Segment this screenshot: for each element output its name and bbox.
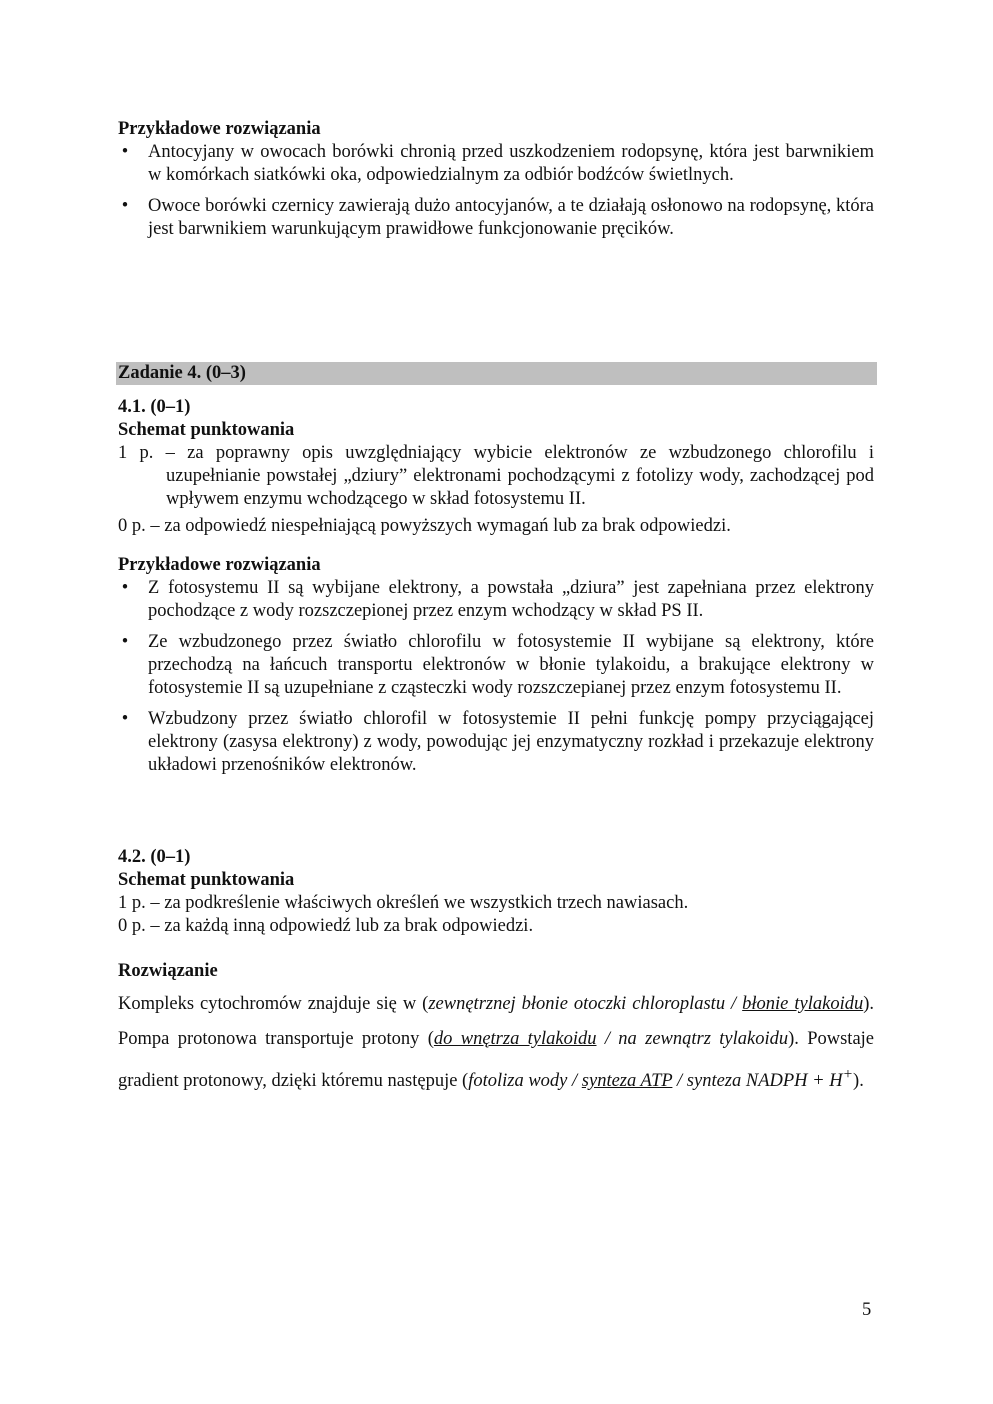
bullet-list (118, 577, 874, 777)
task-title: Zadanie 4. (0–3) (118, 363, 246, 383)
subtask-title: 4.1. (0–1) (118, 397, 191, 417)
option-text: synteza NADPH + H+ (686, 1066, 854, 1092)
section-examples-1 (118, 118, 874, 249)
bullet-icon: • (121, 709, 129, 729)
list-item: • Owoce borówki czernicy zawierają dużo antocyjanów, a te działają osłonowo na rodopsynę, która jest barwnikiem warunkującym prawidłowe funkcjonowanie pręcików. (118, 195, 874, 241)
examples-heading: Przykładowe rozwiązania (118, 555, 321, 575)
subtask-4-1 (118, 396, 874, 785)
bullet-icon: • (121, 142, 129, 162)
bullet-icon: • (121, 632, 129, 652)
page-number: 5 (862, 1300, 872, 1320)
list-item: • Ze wzbudzonego przez światło chlorofilu w fotosystemie II wybijane są elektrony, które przechodzą na łańcuch transportu elektronów w błonie tylakoidu, a brakujące elektrony w fotosystemie II są uzupełniane z cząsteczki wody rozszczepianej przez enzym fotosystemu II. (118, 631, 874, 700)
option-text: zewnętrznej błonie otoczki chloroplastu (428, 994, 726, 1014)
option-text-underlined: do wnętrza tylakoidu (433, 1029, 597, 1049)
list-item: • Antocyjany w owocach borówki chronią przed uszkodzeniem rodopsynę, która jest barwnikiem w komórkach siatkówki oka, odpowiedzialnym za odbiór bodźców świetlnych. (118, 141, 874, 187)
solution-text: Kompleks cytochromów znajduje się w (zewnętrznej błonie otoczki chloroplastu / błonie tylakoidu). Pompa protonowa transportuje protony (do wnętrza tylakoidu / na zewnątrz tylakoidu). Powstaje gradient protonowy, dzięki któremu następuje (fotoliza wody / synteza ATP / synteza NADPH + H+). (118, 994, 875, 1092)
option-text-underlined: błonie tylakoidu (742, 994, 864, 1014)
list-item: • Z fotosystemu II są wybijane elektrony, a powstała „dziura” jest zapełniana przez elektrony pochodzące z wody rozszczepionej przez enzym wchodzący w skład PS II. (118, 577, 874, 623)
score-0-point: 0 p. – za odpowiedź niespełniającą powyższych wymagań lub za brak odpowiedzi. (118, 516, 731, 536)
score-0-point: 0 p. – za każdą inną odpowiedź lub za brak odpowiedzi. (118, 916, 534, 936)
task-header-bar (116, 362, 877, 385)
option-text: na zewnątrz tylakoidu (618, 1029, 789, 1049)
option-text-underlined: synteza ATP (581, 1071, 673, 1092)
bullet-icon: • (121, 196, 129, 216)
scoring-heading: Schemat punktowania (118, 420, 295, 440)
list-item: • Wzbudzony przez światło chlorofil w fotosystemie II pełni funkcję pompy przyciągającej elektrony (zasysa elektrony) z wody, powodując jej enzymatyczny rozkład i przekazuje elektrony układowi przenośników elektronów. (118, 708, 874, 777)
option-text: fotoliza wody (468, 1071, 568, 1092)
score-1-point: 1 p. – za poprawny opis uwzględniający wybicie elektronów ze wzbudzonego chlorofilu i uzupełnianie powstałej „dziury” elektronami pochodzącymi z fotolizy wody, zachodzącej pod wpływem enzymu wchodzącego w skład fotosystemu II. (118, 443, 874, 509)
score-1-point: 1 p. – za podkreślenie właściwych określeń we wszystkich trzech nawiasach. (118, 893, 689, 913)
section-heading: Przykładowe rozwiązania (118, 119, 321, 139)
scoring-heading: Schemat punktowania (118, 870, 295, 890)
subtask-4-2 (118, 846, 874, 1099)
bullet-icon: • (121, 578, 129, 598)
subtask-title: 4.2. (0–1) (118, 847, 191, 867)
bullet-list (118, 141, 874, 241)
solution-heading: Rozwiązanie (118, 961, 218, 981)
